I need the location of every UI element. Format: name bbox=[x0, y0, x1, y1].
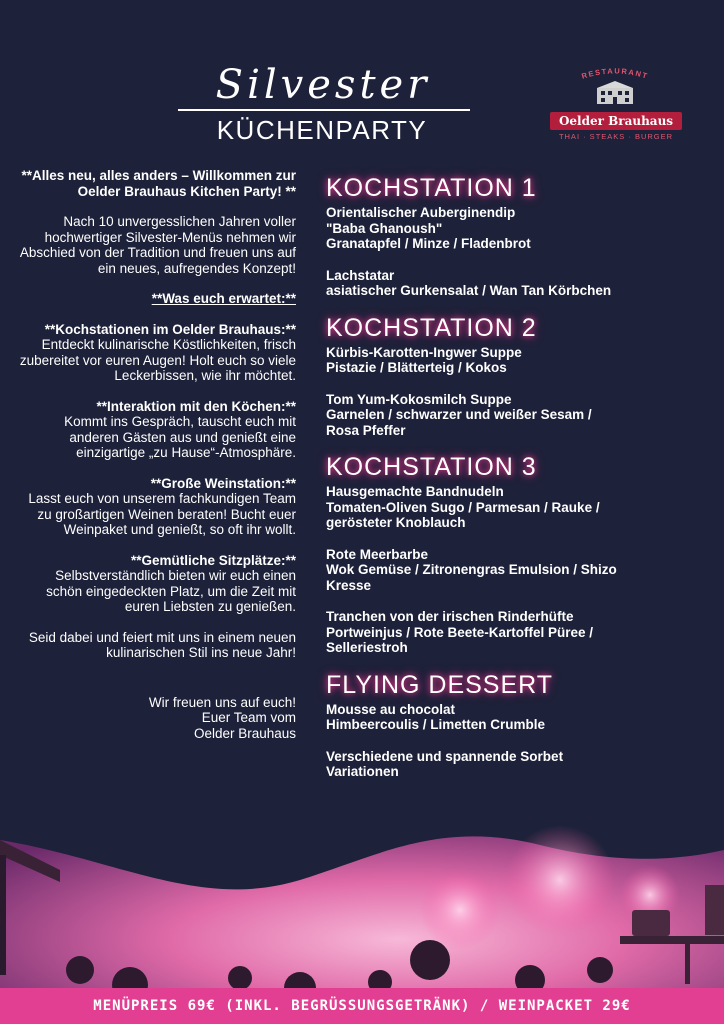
station-title: KOCHSTATION 3 bbox=[326, 453, 537, 481]
feature-title: **Gemütliche Sitzplätze:** bbox=[130, 552, 296, 568]
dish-line: Rote Meerbarbe bbox=[326, 546, 429, 562]
dish-line: Wok Gemüse / Zitronengras Emulsion / Shizo bbox=[326, 562, 617, 577]
dish-line: Tomaten-Oliven Sugo / Parmesan / Rauke / bbox=[326, 499, 600, 515]
feature-item bbox=[18, 553, 296, 615]
station-title: KOCHSTATION 2 bbox=[326, 313, 537, 342]
logo-name: Oelder Brauhaus bbox=[550, 112, 682, 130]
logo-subtitle: THAI · STEAKS · BURGER bbox=[558, 132, 674, 141]
feature-title: **Große Weinstation:** bbox=[150, 475, 296, 491]
dish-line: Tom Yum-Kokosmilch Suppe bbox=[326, 391, 512, 407]
logo-top-text: RESTAURANT bbox=[580, 66, 650, 81]
dish-line: gerösteter Knoblauch bbox=[326, 515, 466, 530]
station-title: KOCHSTATION 1 bbox=[326, 174, 537, 202]
main-title: KÜCHENPARTY bbox=[216, 115, 428, 145]
intro-text bbox=[18, 168, 296, 756]
menu-station bbox=[326, 452, 716, 656]
dish-item bbox=[326, 268, 716, 299]
dish-line: asiatischer Gurkensalat / Wan Tan Körbchen bbox=[326, 283, 612, 298]
dish-item bbox=[326, 205, 716, 252]
dish-item bbox=[326, 609, 716, 656]
menu-station bbox=[326, 313, 716, 439]
menu-station bbox=[326, 670, 716, 780]
dish-line: Kresse bbox=[326, 577, 372, 593]
dish-line: Kürbis-Karotten-Ingwer Suppe bbox=[326, 344, 522, 360]
dish-line: Rosa Pfeffer bbox=[326, 422, 406, 438]
dish-line: Granatapfel / Minze / Fladenbrot bbox=[326, 236, 531, 251]
feature-item bbox=[18, 322, 296, 384]
dish-item bbox=[326, 547, 716, 594]
expect-heading: **Was euch erwartet:** bbox=[151, 291, 296, 306]
dish-line: Tranchen von der irischen Rinderhüfte bbox=[326, 609, 574, 624]
dish-item bbox=[326, 392, 716, 439]
dish-line: Lachstatar bbox=[326, 267, 395, 283]
intro-paragraph: Nach 10 unvergesslichen Jahren voller hochwertiger Silvester-Menüs nehmen wir Abschied von der Tradition und freuen uns auf ein neues, aufregendes Konzept! bbox=[19, 214, 296, 276]
building-icon bbox=[594, 80, 636, 104]
dish-line: Verschiedene und spannende Sorbet bbox=[326, 748, 564, 764]
dish-line: Orientalischer Auberginendip bbox=[326, 205, 516, 220]
feature-text: Entdeckt kulinarische Köstlichkeiten, frisch zubereitet vor euren Augen! Holt euch so viele Leckerbissen, wie ihr möchtet. bbox=[19, 337, 296, 383]
feature-title: **Kochstationen im Oelder Brauhaus:** bbox=[44, 321, 296, 337]
feature-item bbox=[18, 399, 296, 461]
dish-line: Pistazie / Blätterteig / Kokos bbox=[326, 360, 507, 375]
dish-line: Hausgemachte Bandnudeln bbox=[326, 484, 504, 499]
station-title: FLYING DESSERT bbox=[326, 670, 554, 699]
title-divider bbox=[178, 109, 470, 111]
dish-line: Selleriestroh bbox=[326, 640, 408, 655]
feature-text: Kommt ins Gespräch, tauscht euch mit anderen Gästen aus und genießt eine einzigartige „zu Hause“-Atmosphäre. bbox=[64, 414, 296, 460]
dish-item bbox=[326, 345, 716, 376]
dish-line: Garnelen / schwarzer und weißer Sesam / bbox=[326, 407, 592, 422]
dish-line: Himbeercoulis / Limetten Crumble bbox=[326, 717, 546, 732]
intro-headline: **Alles neu, alles anders – Willkommen zur Oelder Brauhaus Kitchen Party! ** bbox=[21, 168, 296, 199]
closing-text: Wir freuen uns auf euch! Euer Team vom Oelder Brauhaus bbox=[148, 694, 296, 741]
feature-text: Lasst euch von unserem fachkundigen Team zu großartigen Weinen beraten! Bucht euer Weinpaket und genießt, so oft ihr wollt. bbox=[28, 491, 296, 537]
price-bar: MENÜPREIS 69€ (INKL. BEGRÜSSUNGSGETRÄNK) / WEINPACKET 29€ bbox=[0, 988, 724, 1024]
svg-text:RESTAURANT bbox=[580, 66, 649, 80]
dish-line: Mousse au chocolat bbox=[326, 701, 456, 717]
invite-text: Seid dabei und feiert mit uns in einem neuen kulinarischen Stil ins neue Jahr! bbox=[28, 629, 296, 660]
dish-item bbox=[326, 749, 716, 780]
feature-title: **Interaktion mit den Köchen:** bbox=[96, 398, 296, 414]
feature-item bbox=[18, 476, 296, 538]
menu-station bbox=[326, 173, 716, 299]
dish-line: Portweinjus / Rote Beete-Kartoffel Püree / bbox=[326, 624, 594, 640]
script-title: Silvester bbox=[215, 62, 431, 108]
dish-line: "Baba Ghanoush" bbox=[326, 220, 443, 236]
restaurant-logo bbox=[545, 66, 690, 146]
dish-item bbox=[326, 484, 716, 531]
dish-item bbox=[326, 702, 716, 733]
menu-stations bbox=[326, 173, 716, 794]
dish-line: Variationen bbox=[326, 764, 399, 779]
feature-text: Selbstverständlich bieten wir euch einen schön eingedeckten Platz, um die Zeit mit euren Liebsten zu genießen. bbox=[46, 568, 296, 614]
